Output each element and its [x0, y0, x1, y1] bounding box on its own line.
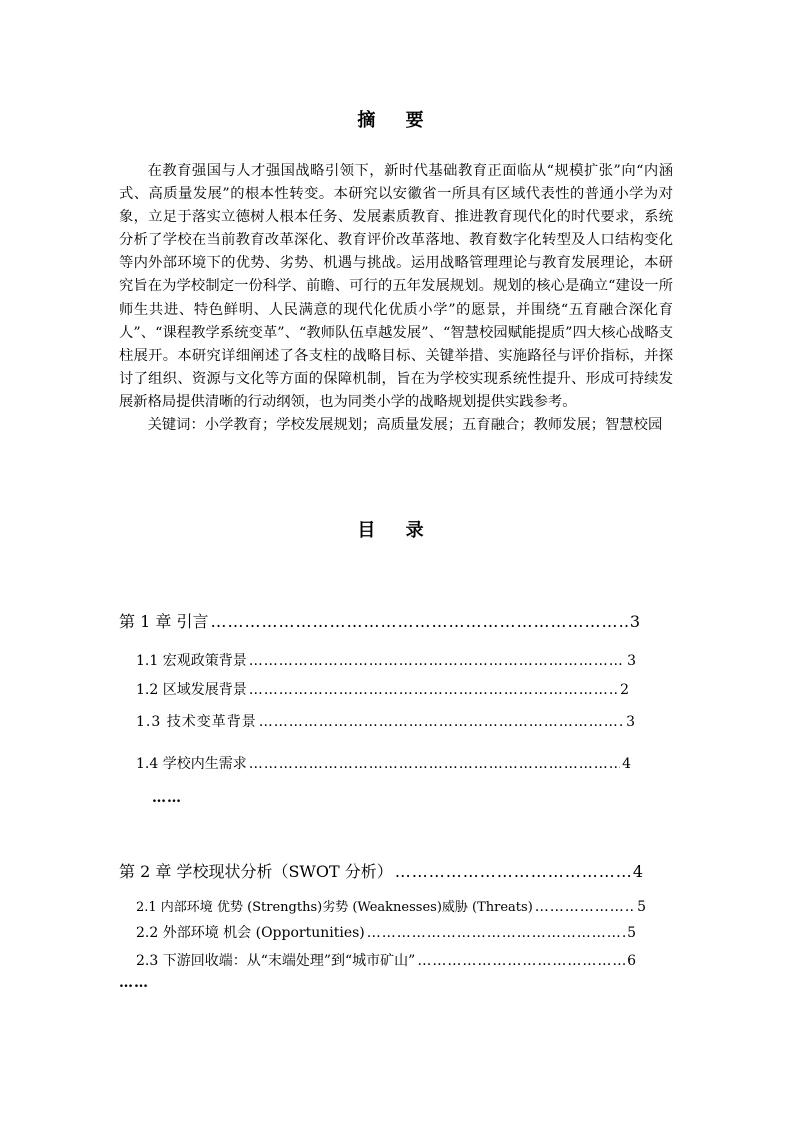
toc-chapter-1-label: 第 1 章 引言	[119, 612, 209, 631]
toc-leader	[249, 682, 618, 698]
toc-section-label: 1.1 宏观政策背景	[136, 653, 247, 669]
toc-section-1-2[interactable]	[136, 679, 629, 699]
toc-leader	[417, 953, 625, 969]
toc-leader	[367, 925, 625, 941]
toc-section-page: 2	[620, 682, 629, 698]
toc-section-page: 6	[627, 953, 636, 969]
toc-section-2-3[interactable]	[136, 950, 636, 970]
toc-leader	[395, 862, 631, 881]
toc-section-1-4[interactable]	[136, 753, 631, 773]
toc-section-label: 1.2 区域发展背景	[136, 682, 247, 698]
toc-section-1-1[interactable]	[136, 650, 636, 670]
toc-section-label: 2.2 外部环境 机会 (Opportunities)	[136, 925, 365, 941]
toc-chapter-1[interactable]	[119, 609, 640, 632]
toc-more-chapter-2: ……	[119, 975, 149, 991]
toc-section-label: 2.1 内部环境 优势 (Strengths)劣势 (Weaknesses)威胁 (Threats)	[136, 900, 533, 915]
toc-heading: 目 录	[357, 520, 436, 541]
toc-chapter-2-label: 第 2 章 学校现状分析（SWOT 分析）	[119, 862, 393, 881]
abstract-paragraph: 在教育强国与人才强国战略引领下，新时代基础教育正面临从“规模扩张”向“内涵式、高质量发展”的根本性转变。本研究以安徽省一所具有区域代表性的普通小学为对象，立足于落实立德树人根本任务、发展素质教育、推进教育现代化的时代要求，系统分析了学校在当前教育改革深化、教育评价改革落地、教育数字化转型及人口结构变化等内外部环境下的优势、劣势、机遇与挑战。运用战略管理理论与教育发展理论，本研究旨在为学校制定一份科学、前瞻、可行的五年发展规划。规划的核心是确立“建设一所师生共进、特色鲜明、人民满意的现代化优质小学”的愿景，并围绕“五育融合深化育人”、“课程教学系统变革”、“教师队伍卓越发展”、“智慧校园赋能提质”四大核心战略支柱展开。本研究详细阐述了各支柱的战略目标、关键举措、实施路径与评价指标，并探讨了组织、资源与文化等方面的保障机制，旨在为学校实现系统性提升、形成可持续发展新格局提供清晰的行动纲领，也为同类小学的战略规划提供实践参考。	[119, 163, 673, 410]
toc-leader	[210, 612, 627, 631]
toc-leader	[249, 653, 625, 669]
toc-section-2-1[interactable]	[136, 896, 646, 915]
toc-chapter-1-page: 3	[629, 612, 640, 631]
toc-section-page: 4	[622, 756, 631, 772]
abstract-heading: 摘 要	[357, 110, 436, 131]
toc-section-2-2[interactable]	[136, 922, 636, 942]
toc-section-page: 3	[626, 714, 636, 730]
toc-section-page: 5	[627, 925, 636, 941]
toc-more-chapter-1: ……	[152, 790, 182, 806]
toc-leader	[259, 714, 624, 730]
abstract-body	[119, 160, 673, 437]
toc-section-page: 3	[627, 653, 636, 669]
keywords: 关键词：小学教育；学校发展规划；高质量发展；五育融合；教师发展；智慧校园	[147, 417, 663, 434]
toc-section-page: 5	[637, 899, 646, 915]
toc-section-label: 1.3 技术变革背景	[136, 714, 257, 730]
toc-leader	[249, 756, 620, 772]
toc-section-label: 2.3 下游回收端：从“末端处理”到“城市矿山”	[136, 953, 416, 969]
toc-leader	[535, 899, 635, 915]
toc-chapter-2[interactable]	[119, 859, 643, 882]
toc-section-label: 1.4 学校内生需求	[136, 756, 247, 772]
toc-section-1-3[interactable]	[136, 711, 636, 731]
toc-chapter-2-page: 4	[632, 862, 643, 881]
